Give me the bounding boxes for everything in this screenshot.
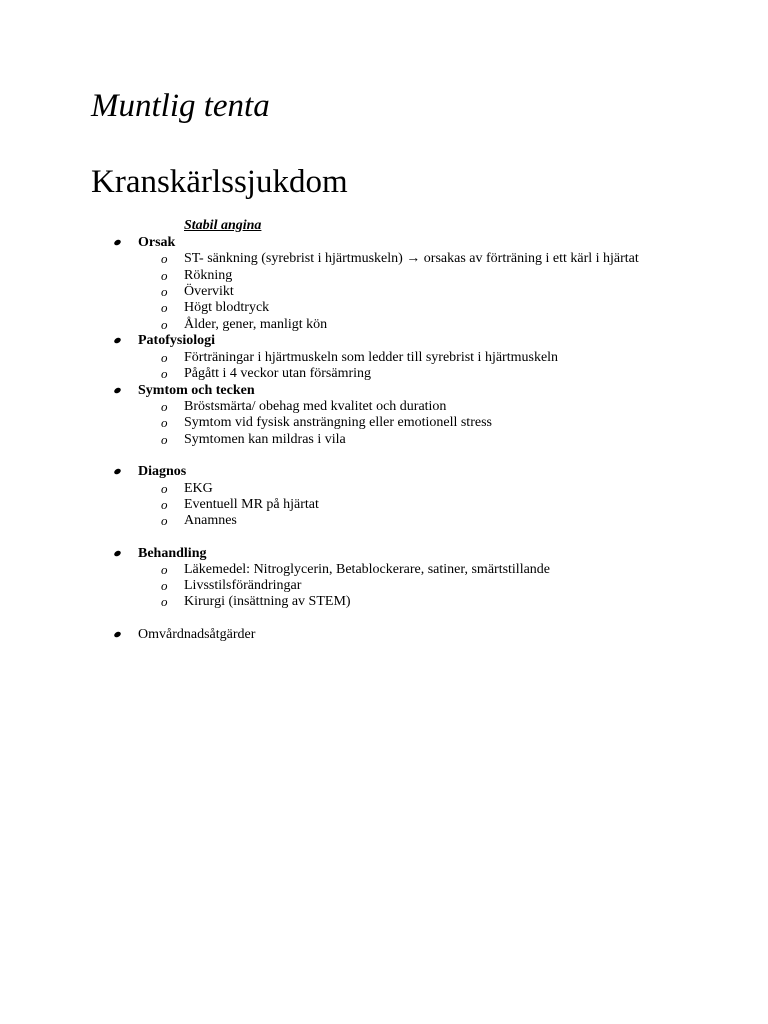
list-item: Rökning — [184, 268, 233, 283]
section-heading-symtom: Symtom och tecken — [138, 383, 255, 398]
circle-bullet-icon: o — [161, 366, 168, 381]
circle-bullet-icon: o — [161, 317, 168, 332]
list-item: Symtom vid fysisk ansträngning eller emotionell stress — [184, 415, 492, 430]
list-item: Övervikt — [184, 284, 234, 299]
bullet-icon — [113, 337, 122, 345]
document-title: Muntlig tenta — [91, 88, 270, 124]
list-item: Pågått i 4 veckor utan försämring — [184, 366, 372, 381]
document-heading: Kranskärlssjukdom — [91, 164, 348, 200]
circle-bullet-icon: o — [161, 300, 168, 315]
circle-bullet-icon: o — [161, 350, 168, 365]
list-item: Livsstilsförändringar — [184, 578, 302, 593]
circle-bullet-icon: o — [161, 497, 168, 512]
circle-bullet-icon: o — [161, 513, 168, 528]
list-item: Bröstsmärta/ obehag med kvalitet och duration — [184, 399, 447, 414]
subheading: Stabil angina — [184, 218, 262, 233]
circle-bullet-icon: o — [161, 562, 168, 577]
bullet-icon — [113, 468, 122, 476]
circle-bullet-icon: o — [161, 251, 168, 266]
bullet-icon — [113, 387, 122, 395]
list-item: Kirurgi (insättning av STEM) — [184, 594, 351, 609]
section-heading-behandling: Behandling — [138, 546, 207, 561]
section-heading-patofysiologi: Patofysiologi — [138, 333, 215, 348]
circle-bullet-icon: o — [161, 578, 168, 593]
list-item: Förträningar i hjärtmuskeln som ledder till syrebrist i hjärtmuskeln — [184, 350, 559, 365]
circle-bullet-icon: o — [161, 415, 168, 430]
bullet-icon — [113, 550, 122, 558]
section-heading-diagnos: Diagnos — [138, 464, 187, 479]
circle-bullet-icon: o — [161, 268, 168, 283]
bullet-icon — [113, 631, 122, 639]
circle-bullet-icon: o — [161, 432, 168, 447]
section-heading-omvardnad: Omvårdnadsåtgärder — [138, 627, 256, 642]
list-item: Ålder, gener, manligt kön — [184, 317, 328, 332]
bullet-icon — [113, 239, 122, 247]
circle-bullet-icon: o — [161, 594, 168, 609]
list-item: Högt blodtryck — [184, 300, 270, 315]
list-item: Eventuell MR på hjärtat — [184, 497, 319, 512]
circle-bullet-icon: o — [161, 481, 168, 496]
circle-bullet-icon: o — [161, 399, 168, 414]
circle-bullet-icon: o — [161, 284, 168, 299]
section-heading-orsak: Orsak — [138, 235, 176, 250]
list-item: Anamnes — [184, 513, 237, 528]
list-item: EKG — [184, 481, 213, 496]
list-item: ST- sänkning (syrebrist i hjärtmuskeln) → orsakas av förträning i ett kärl i hjärtat — [184, 251, 639, 266]
list-item: Läkemedel: Nitroglycerin, Betablockerare, satiner, smärtstillande — [184, 562, 551, 577]
list-item: Symtomen kan mildras i vila — [184, 432, 346, 447]
